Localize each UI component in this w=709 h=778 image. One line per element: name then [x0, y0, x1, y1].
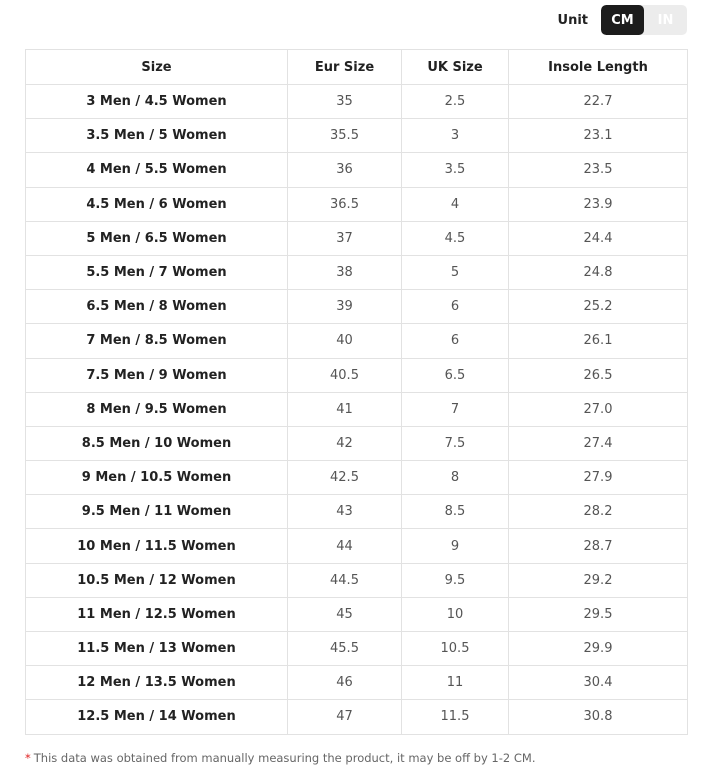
cell-size: 8.5 Men / 10 Women — [26, 426, 288, 460]
cell-insole-length: 24.8 — [509, 255, 688, 289]
cell-uk-size: 5 — [402, 255, 509, 289]
cell-size: 10.5 Men / 12 Women — [26, 563, 288, 597]
cell-eur-size: 40.5 — [288, 358, 402, 392]
cell-uk-size: 9.5 — [402, 563, 509, 597]
unit-label: Unit — [557, 12, 588, 28]
cell-insole-length: 27.0 — [509, 392, 688, 426]
cell-insole-length: 27.4 — [509, 426, 688, 460]
cell-size: 10 Men / 11.5 Women — [26, 529, 288, 563]
cell-eur-size: 42.5 — [288, 461, 402, 495]
header-insole-length: Insole Length — [509, 50, 688, 85]
cell-uk-size: 6 — [402, 324, 509, 358]
cell-uk-size: 6 — [402, 290, 509, 324]
table-row — [26, 119, 688, 153]
cell-size: 12.5 Men / 14 Women — [26, 700, 288, 734]
cell-insole-length: 26.5 — [509, 358, 688, 392]
table-row — [26, 700, 688, 734]
cell-insole-length: 29.9 — [509, 632, 688, 666]
cell-eur-size: 47 — [288, 700, 402, 734]
cell-size: 4.5 Men / 6 Women — [26, 187, 288, 221]
cell-eur-size: 36 — [288, 153, 402, 187]
cell-uk-size: 9 — [402, 529, 509, 563]
unit-selector — [558, 5, 687, 35]
cell-insole-length: 27.9 — [509, 461, 688, 495]
cell-insole-length: 23.1 — [509, 119, 688, 153]
cell-eur-size: 36.5 — [288, 187, 402, 221]
cell-size: 7.5 Men / 9 Women — [26, 358, 288, 392]
cell-eur-size: 39 — [288, 290, 402, 324]
cell-size: 3 Men / 4.5 Women — [26, 85, 288, 119]
cell-uk-size: 10 — [402, 597, 509, 631]
cell-size: 6.5 Men / 8 Women — [26, 290, 288, 324]
unit-option-in[interactable]: IN — [657, 12, 674, 28]
cell-eur-size: 45.5 — [288, 632, 402, 666]
cell-eur-size: 40 — [288, 324, 402, 358]
measurement-note — [25, 751, 535, 765]
cell-size: 11 Men / 12.5 Women — [26, 597, 288, 631]
cell-insole-length: 28.2 — [509, 495, 688, 529]
header-uk-size: UK Size — [402, 50, 509, 85]
cell-uk-size: 4 — [402, 187, 509, 221]
cell-insole-length: 30.8 — [509, 700, 688, 734]
table-row — [26, 324, 688, 358]
cell-size: 5 Men / 6.5 Women — [26, 221, 288, 255]
note-text: This data was obtained from manually measuring the product, it may be off by 1-2 CM. — [33, 751, 536, 765]
cell-insole-length: 23.9 — [509, 187, 688, 221]
cell-insole-length: 26.1 — [509, 324, 688, 358]
table-row — [26, 290, 688, 324]
cell-eur-size: 35 — [288, 85, 402, 119]
table-row — [26, 666, 688, 700]
cell-uk-size: 4.5 — [402, 221, 509, 255]
cell-eur-size: 46 — [288, 666, 402, 700]
cell-uk-size: 11.5 — [402, 700, 509, 734]
table-row — [26, 529, 688, 563]
cell-insole-length: 29.5 — [509, 597, 688, 631]
cell-uk-size: 3.5 — [402, 153, 509, 187]
table-row — [26, 426, 688, 460]
cell-uk-size: 6.5 — [402, 358, 509, 392]
cell-eur-size: 37 — [288, 221, 402, 255]
cell-size: 8 Men / 9.5 Women — [26, 392, 288, 426]
unit-option-cm[interactable]: CM — [601, 5, 644, 35]
cell-eur-size: 42 — [288, 426, 402, 460]
table-row — [26, 632, 688, 666]
cell-eur-size: 35.5 — [288, 119, 402, 153]
table-row — [26, 392, 688, 426]
table-row — [26, 153, 688, 187]
cell-insole-length: 23.5 — [509, 153, 688, 187]
table-row — [26, 563, 688, 597]
table-row — [26, 358, 688, 392]
cell-eur-size: 41 — [288, 392, 402, 426]
table-row — [26, 597, 688, 631]
table-row — [26, 495, 688, 529]
cell-eur-size: 44 — [288, 529, 402, 563]
cell-size: 9.5 Men / 11 Women — [26, 495, 288, 529]
cell-insole-length: 29.2 — [509, 563, 688, 597]
cell-size: 9 Men / 10.5 Women — [26, 461, 288, 495]
table-row — [26, 255, 688, 289]
cell-uk-size: 10.5 — [402, 632, 509, 666]
cell-uk-size: 2.5 — [402, 85, 509, 119]
cell-insole-length: 30.4 — [509, 666, 688, 700]
header-eur-size: Eur Size — [288, 50, 402, 85]
cell-insole-length: 28.7 — [509, 529, 688, 563]
cell-size: 12 Men / 13.5 Women — [26, 666, 288, 700]
table-row — [26, 461, 688, 495]
cell-eur-size: 43 — [288, 495, 402, 529]
cell-size: 3.5 Men / 5 Women — [26, 119, 288, 153]
cell-uk-size: 7 — [402, 392, 509, 426]
size-chart-table — [25, 49, 688, 735]
cell-uk-size: 7.5 — [402, 426, 509, 460]
cell-eur-size: 45 — [288, 597, 402, 631]
cell-uk-size: 8.5 — [402, 495, 509, 529]
cell-size: 4 Men / 5.5 Women — [26, 153, 288, 187]
cell-eur-size: 38 — [288, 255, 402, 289]
header-size: Size — [26, 50, 288, 85]
table-header-row — [26, 50, 688, 85]
unit-toggle — [601, 5, 687, 35]
cell-size: 11.5 Men / 13 Women — [26, 632, 288, 666]
table-row — [26, 85, 688, 119]
cell-uk-size: 8 — [402, 461, 509, 495]
cell-uk-size: 3 — [402, 119, 509, 153]
note-asterisk: * — [25, 751, 31, 765]
table-row — [26, 221, 688, 255]
cell-insole-length: 24.4 — [509, 221, 688, 255]
cell-uk-size: 11 — [402, 666, 509, 700]
cell-insole-length: 22.7 — [509, 85, 688, 119]
cell-size: 7 Men / 8.5 Women — [26, 324, 288, 358]
cell-eur-size: 44.5 — [288, 563, 402, 597]
table-row — [26, 187, 688, 221]
cell-insole-length: 25.2 — [509, 290, 688, 324]
cell-size: 5.5 Men / 7 Women — [26, 255, 288, 289]
table-body — [26, 85, 688, 735]
